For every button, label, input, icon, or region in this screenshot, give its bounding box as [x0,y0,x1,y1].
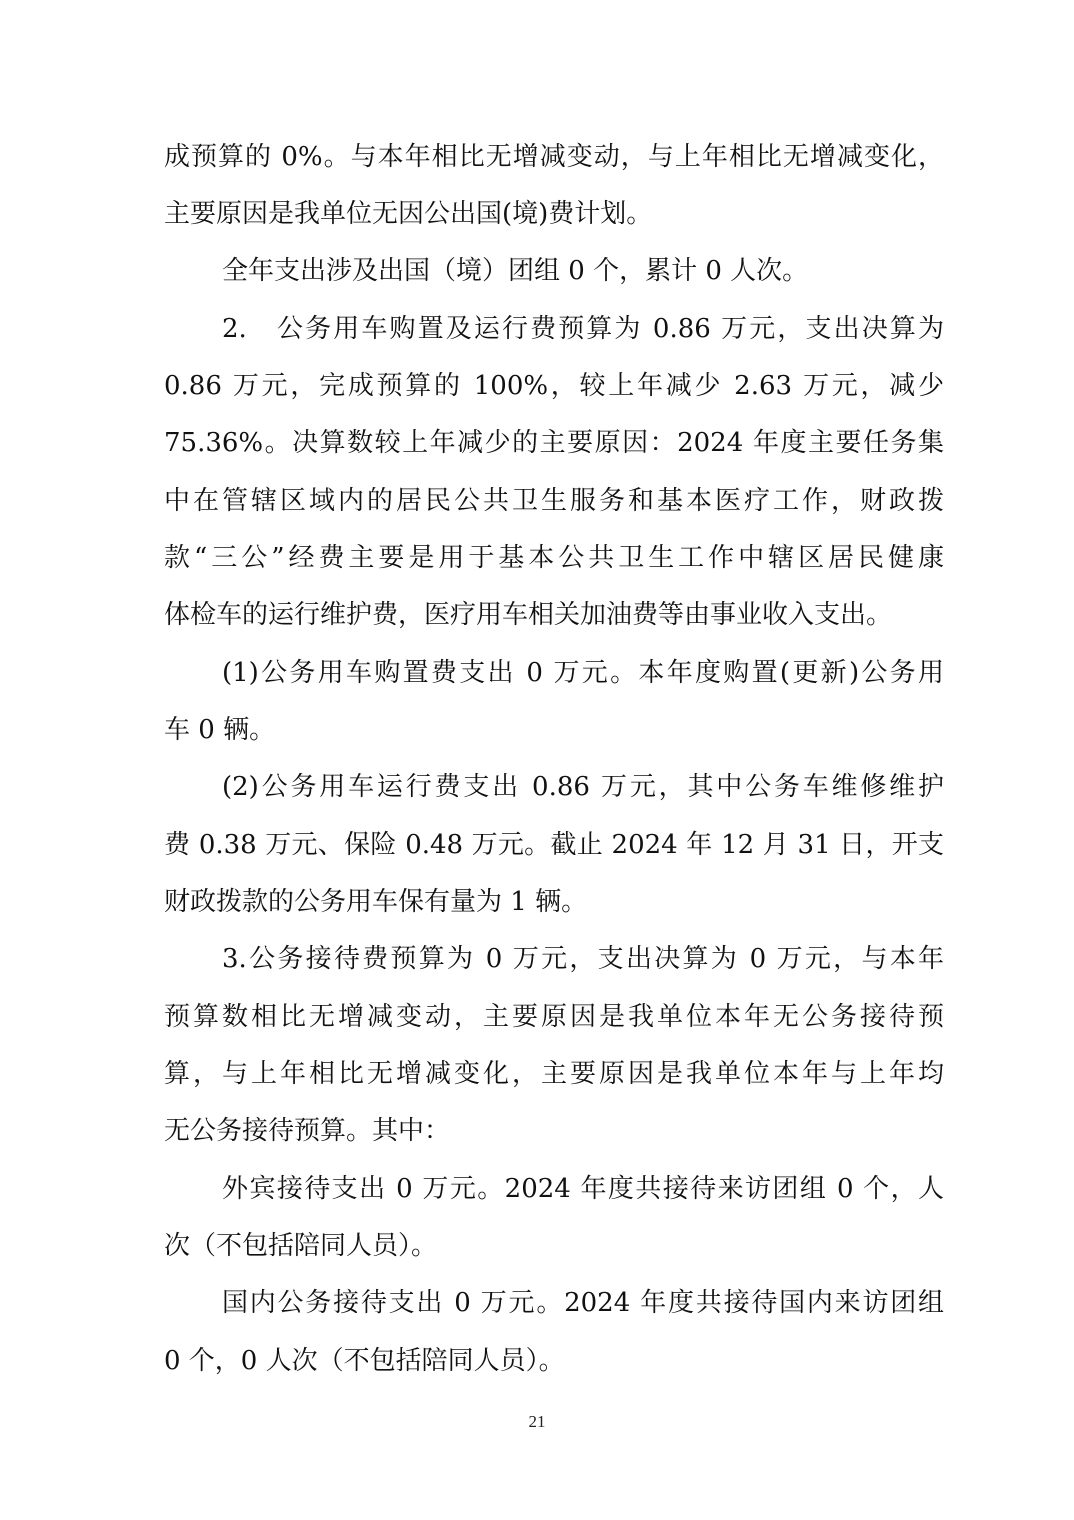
text-line: 财政拨款的公务用车保有量为 1 辆。 [164,887,588,917]
text-line: (2)公务用车运行费支出 0.86 万元，其中公务车维修维护 [222,772,944,802]
text-line: 费 0.38 万元、保险 0.48 万元。截止 2024 年 12 月 31 日，开支 [164,830,944,860]
text-line: 算，与上年相比无增减变化，主要原因是我单位本年与上年均 [164,1059,944,1089]
text-line: 无公务接待预算。其中： [164,1116,451,1146]
text-line: 外宾接待支出 0 万元。2024 年度共接待来访团组 0 个，人 [222,1174,944,1204]
text-line: (1)公务用车购置费支出 0 万元。本年度购置(更新)公务用 [222,658,944,688]
text-line: 国内公务接待支出 0 万元。2024 年度共接待国内来访团组 [222,1288,944,1318]
text-line: 中在管辖区域内的居民公共卫生服务和基本医疗工作，财政拨 [164,486,944,516]
text-line: 成预算的 0%。与本年相比无增减变动，与上年相比无增减变化， [164,142,944,172]
text-line: 车 0 辆。 [164,715,276,745]
text-line: 75.36%。决算数较上年减少的主要原因：2024 年度主要任务集 [164,428,944,458]
text-line: 体检车的运行维护费，医疗用车相关加油费等由事业收入支出。 [164,600,893,630]
text-line: 2. 公务用车购置及运行费预算为 0.86 万元，支出决算为 [222,314,944,344]
text-line: 0 个，0 人次（不包括陪同人员）。 [164,1346,565,1376]
text-line: 0.86 万元，完成预算的 100%，较上年减少 2.63 万元，减少 [164,371,944,401]
text-line: 3.公务接待费预算为 0 万元，支出决算为 0 万元，与本年 [222,944,944,974]
text-line: 次（不包括陪同人员）。 [164,1231,438,1261]
text-line: 全年支出涉及出国（境）团组 0 个，累计 0 人次。 [222,256,809,286]
text-line: 预算数相比无增减变动，主要原因是我单位本年无公务接待预 [164,1002,944,1032]
text-line: 款“三公”经费主要是用于基本公共卫生工作中辖区居民健康 [164,543,944,573]
page-number: 21 [528,1412,546,1431]
text-line: 主要原因是我单位无因公出国(境)费计划。 [164,199,653,229]
